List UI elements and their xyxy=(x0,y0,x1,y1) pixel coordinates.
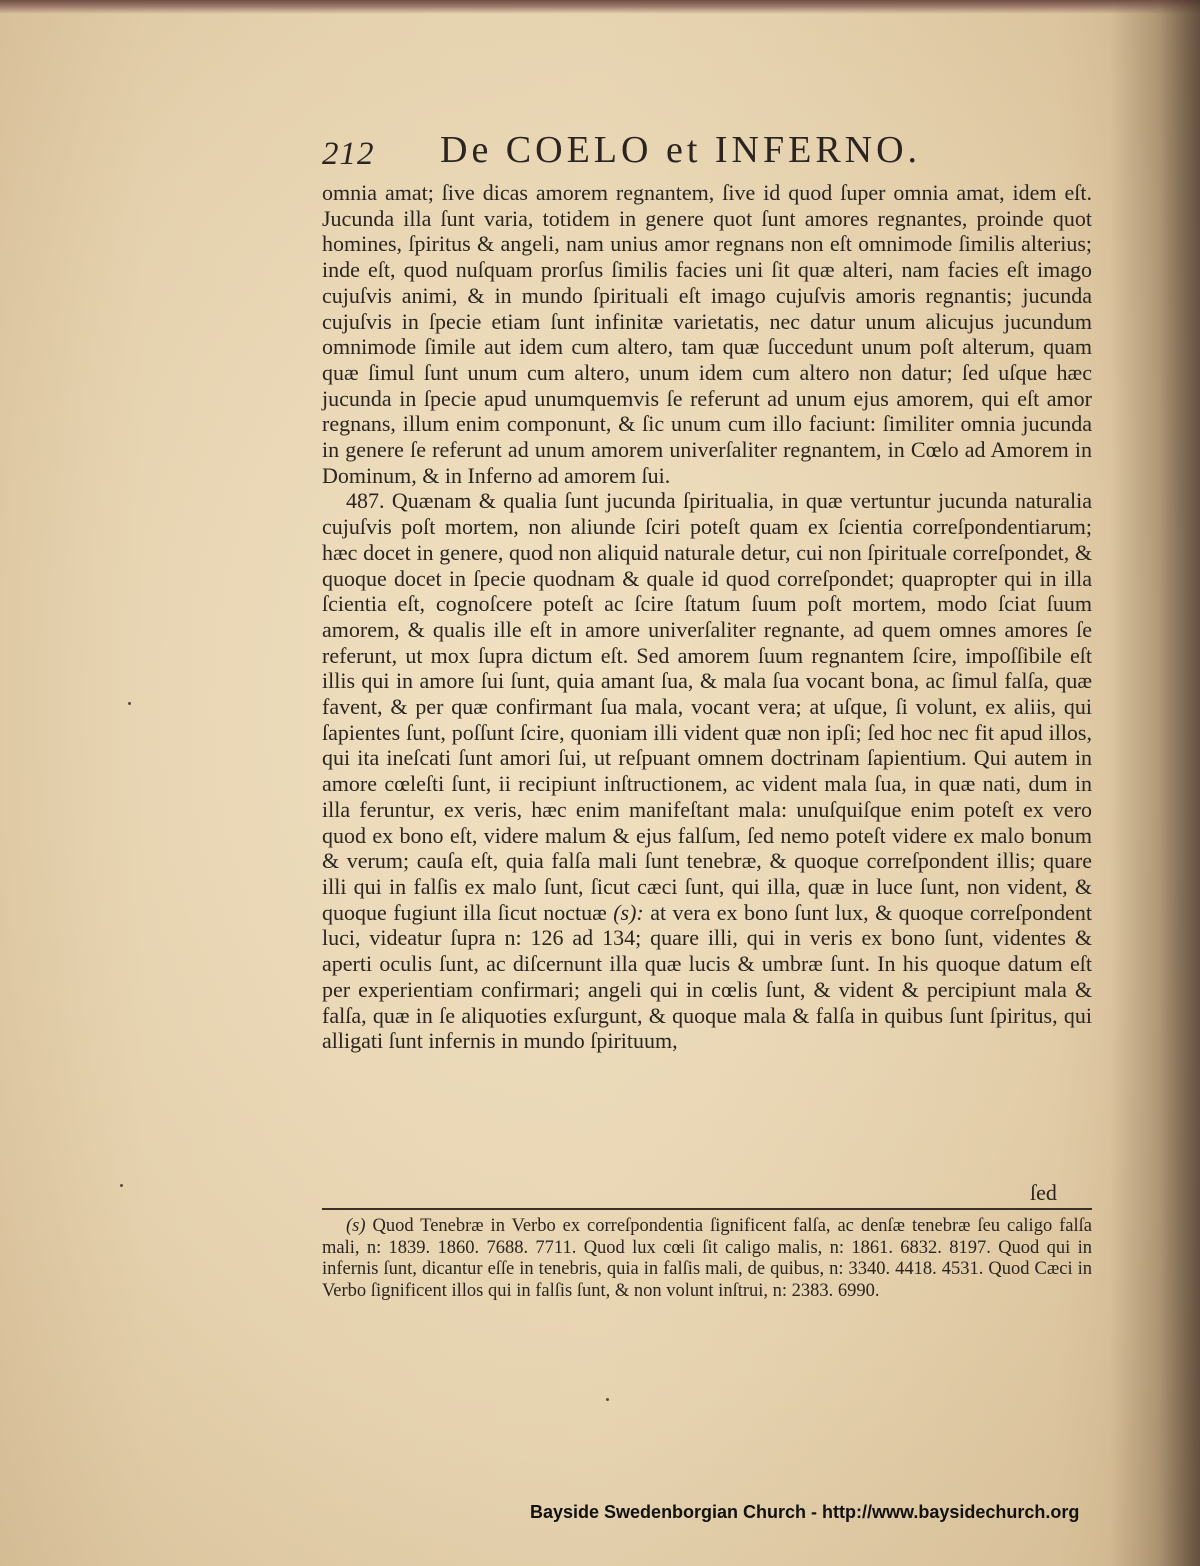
binding-shadow xyxy=(1110,0,1200,1566)
paragraph-continuation: omnia amat; ſive dicas amorem regnantem, ſive id quod ſuper omnia amat, idem eſt. Jucunda illa ſunt varia, totidem in genere quot ſunt amores regnantes, proinde quot homines, ſpiritus & angeli, nam unius amor regnans non eſt omnimode ſimilis alterius; inde eſt, quod nuſquam prorſus ſimilis facies uni ſit quæ alteri, nam facies eſt imago cujuſvis animi, & in mundo ſpirituali eſt imago cujuſvis amoris regnantis; jucunda cujuſvis in ſpecie etiam ſunt infinitæ varietatis, nec datur unum alicujus jucundum omnimode ſimile aut idem cum altero, tam quæ ſuccedunt unum poſt alterum, quam quæ ſimul ſunt unum cum altero, unum idem cum altero non datur; ſed uſque hæc jucunda in ſpecie apud unumquemvis ſe referunt ad unum ejus amorem, qui eſt amor regnans, illum enim componunt, & ſic unum cum illo faciunt: ſimiliter omnia jucunda in genere ſe referunt ad unum amorem univerſaliter regnantem, in Cœlo ad Amorem in Dominum, & in Inferno ad amorem ſui. xyxy=(322,180,1092,488)
footnote-reference: (s): xyxy=(613,899,644,925)
catchword: ſed xyxy=(1030,1180,1057,1205)
footnote-paragraph xyxy=(322,1216,1092,1302)
main-text xyxy=(322,180,1092,1054)
paper-speck xyxy=(120,1184,123,1187)
source-watermark: Bayside Swedenborgian Church - http://www.baysidechurch.org xyxy=(530,1502,1080,1522)
footnote xyxy=(322,1216,1092,1302)
paper-speck xyxy=(606,1398,609,1401)
page-header xyxy=(322,128,1102,176)
page-top-edge xyxy=(0,0,1200,14)
footnote-rule xyxy=(322,1208,1092,1210)
footnote-marker: (s) xyxy=(346,1216,366,1236)
footnote-text: Quod Tenebræ in Verbo ex correſpondentia ſignificent falſa, ac denſæ tenebræ ſeu caligo falſa mali, n: 1839. 1860. 7688. 7711. Quod lux cœli ſit caligo malis, n: 1861. 6832. 8197. Quod qui in infernis ſunt, dicantur eſſe in tenebris, quia in falſis mali, de quibus, n: 3340. 4418. 4531. Quod Cæci in Verbo ſignificent illos qui in falſis ſunt, & non volunt inſtrui, n: 2383. 6990. xyxy=(322,1216,1092,1301)
running-title: De COELO et INFERNO. xyxy=(440,129,922,171)
paragraph-487 xyxy=(322,488,1092,1053)
paragraph-487-lead: 487. Quænam & qualia ſunt jucunda ſpiritualia, in quæ vertuntur jucunda naturalia cujuſvis poſt mortem, non aliunde ſciri poteſt quam ex ſcientia correſpondentiarum; hæc docet in genere, quod non aliquid naturale detur, cui non ſpirituale correſpondet, & quoque docet in ſpecie quodnam & quale id quod correſpondet; quapropter qui in illa ſcientia eſt, cognoſcere poteſt ac ſcire ſtatum ſuum poſt mortem, modo ſciat ſuum amorem, & qualis ille eſt in amore univerſaliter regnante, ad quem omnes amores ſe referunt, ut mox ſupra dictum eſt. Sed amorem ſuum regnantem ſcire, impoſſibile eſt illis qui in amore ſui ſunt, quia amant ſua, & mala ſua vocant bona, ac ſimul falſa, quæ favent, & per quæ confirmant ſua mala, vocant vera; at uſque, ſi volunt, ex aliis, qui ſapientes ſunt, poſſunt ſcire, quoniam illi vident quæ non ipſi; ſed hoc nec fit apud illos, qui ita ineſcati ſunt amori ſui, ut reſpuant omnem doctrinam ſapientium. Qui autem in amore cœleſti ſunt, ii recipiunt inſtructionem, ac vident mala ſua, in quæ nati, dum in illa feruntur, ex veris, hæc enim manifeſtant mala: unuſquiſque enim poteſt ex vero quod ex bono eſt, videre malum & ejus falſum, ſed nemo poteſt videre ex malo bonum & verum; cauſa eſt, quia falſa mali ſunt tenebræ, & quoque correſpondent illis; quare illi qui in falſis ex malo ſunt, ſicut cæci ſunt, qui illa, quæ in luce ſunt, non vident, & quoque fugiunt illa ſicut noctuæ xyxy=(322,488,1092,925)
paper-speck xyxy=(128,702,131,705)
page-number: 212 xyxy=(322,136,375,172)
paragraph-487-tail: at vera ex bono ſunt lux, & quoque correſpondent luci, videatur ſupra n: 126 ad 134; quare illi, qui in veris ex bono ſunt, videntes & aperti oculis ſunt, ac diſcernunt illa quæ lucis & umbræ ſunt. In his quoque datum eſt per experientiam confirmari; angeli qui in cœlis ſunt, & vident & percipiunt mala & falſa, quæ in ſe aliquoties exſurgunt, & quoque mala & falſa in quibus ſunt ſpiritus, qui alligati ſunt infernis in mundo ſpirituum, xyxy=(322,899,1093,1054)
